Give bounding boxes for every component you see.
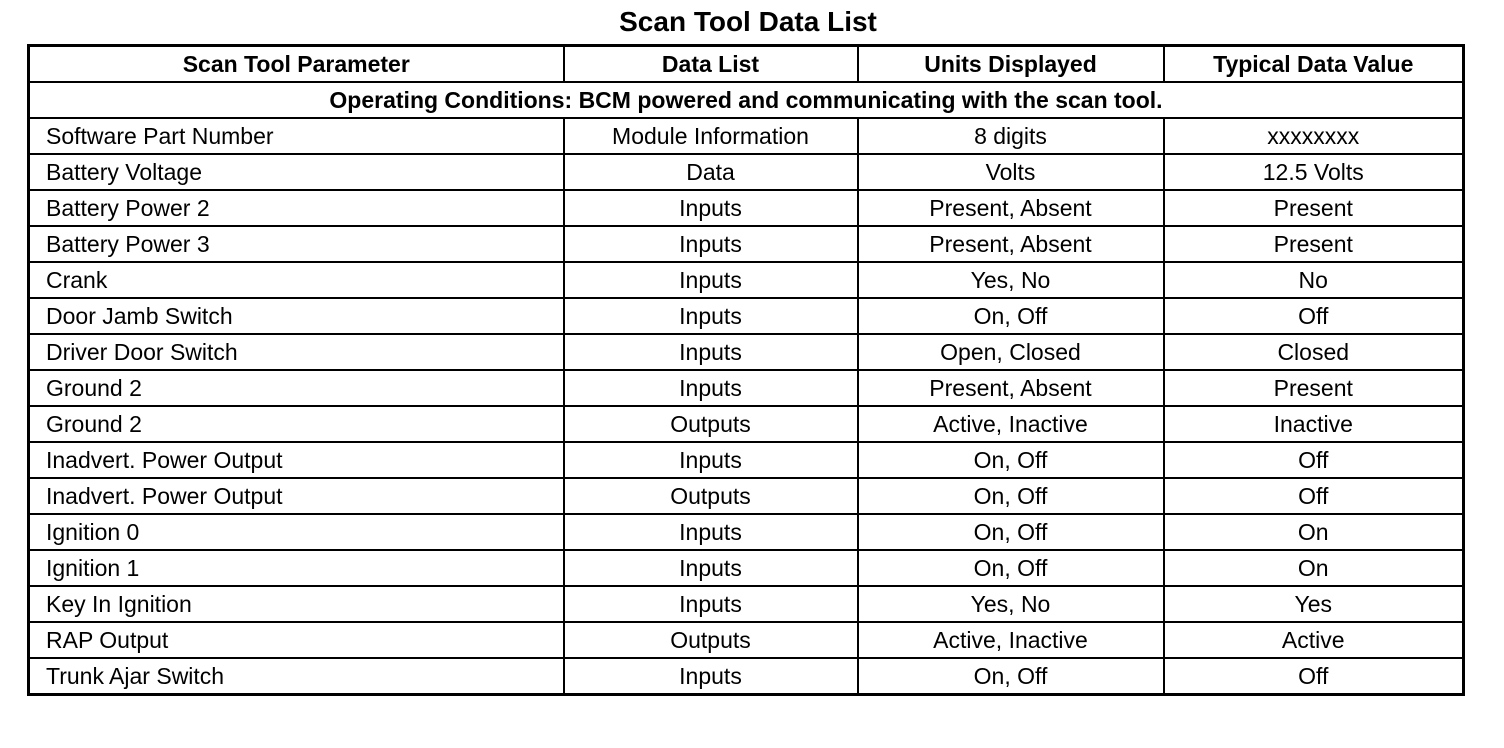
cell-units-displayed: Open, Closed: [858, 334, 1164, 370]
cell-data-list: Outputs: [564, 406, 858, 442]
cell-scan-tool-parameter: Driver Door Switch: [29, 334, 564, 370]
cell-typical-data-value: 12.5 Volts: [1164, 154, 1464, 190]
cell-units-displayed: Yes, No: [858, 586, 1164, 622]
header-typical-data-value: Typical Data Value: [1164, 46, 1464, 83]
cell-data-list: Inputs: [564, 226, 858, 262]
cell-scan-tool-parameter: Trunk Ajar Switch: [29, 658, 564, 695]
cell-typical-data-value: Off: [1164, 478, 1464, 514]
cell-typical-data-value: xxxxxxxx: [1164, 118, 1464, 154]
table-row: [29, 514, 1464, 550]
header-units-displayed: Units Displayed: [858, 46, 1164, 83]
cell-typical-data-value: On: [1164, 514, 1464, 550]
cell-units-displayed: Yes, No: [858, 262, 1164, 298]
scan-tool-data-table: [27, 44, 1465, 696]
table-row: [29, 586, 1464, 622]
table-row: [29, 550, 1464, 586]
cell-data-list: Outputs: [564, 478, 858, 514]
cell-units-displayed: Active, Inactive: [858, 406, 1164, 442]
operating-conditions-text: Operating Conditions: BCM powered and communicating with the scan tool.: [29, 82, 1464, 118]
cell-units-displayed: On, Off: [858, 298, 1164, 334]
cell-units-displayed: On, Off: [858, 658, 1164, 695]
table-row: [29, 334, 1464, 370]
table-row: [29, 190, 1464, 226]
cell-scan-tool-parameter: Inadvert. Power Output: [29, 442, 564, 478]
table-row: [29, 226, 1464, 262]
header-data-list: Data List: [564, 46, 858, 83]
cell-scan-tool-parameter: Inadvert. Power Output: [29, 478, 564, 514]
cell-typical-data-value: Closed: [1164, 334, 1464, 370]
cell-scan-tool-parameter: Key In Ignition: [29, 586, 564, 622]
cell-typical-data-value: Present: [1164, 226, 1464, 262]
cell-data-list: Inputs: [564, 334, 858, 370]
document-title: Scan Tool Data List: [619, 6, 877, 37]
cell-typical-data-value: Yes: [1164, 586, 1464, 622]
table-row: [29, 442, 1464, 478]
operating-conditions-row: [29, 82, 1464, 118]
cell-scan-tool-parameter: RAP Output: [29, 622, 564, 658]
cell-data-list: Inputs: [564, 658, 858, 695]
cell-data-list: Inputs: [564, 442, 858, 478]
cell-scan-tool-parameter: Ground 2: [29, 370, 564, 406]
cell-units-displayed: Volts: [858, 154, 1164, 190]
cell-scan-tool-parameter: Battery Power 3: [29, 226, 564, 262]
cell-units-displayed: 8 digits: [858, 118, 1164, 154]
cell-scan-tool-parameter: Battery Voltage: [29, 154, 564, 190]
cell-units-displayed: On, Off: [858, 478, 1164, 514]
cell-scan-tool-parameter: Door Jamb Switch: [29, 298, 564, 334]
table-row: [29, 406, 1464, 442]
table-row: [29, 370, 1464, 406]
cell-typical-data-value: Present: [1164, 370, 1464, 406]
cell-data-list: Inputs: [564, 370, 858, 406]
cell-typical-data-value: Off: [1164, 298, 1464, 334]
cell-units-displayed: On, Off: [858, 514, 1164, 550]
cell-typical-data-value: Inactive: [1164, 406, 1464, 442]
table-row: [29, 658, 1464, 695]
table-row: [29, 262, 1464, 298]
table-row: [29, 622, 1464, 658]
cell-data-list: Data: [564, 154, 858, 190]
cell-typical-data-value: Present: [1164, 190, 1464, 226]
cell-scan-tool-parameter: Software Part Number: [29, 118, 564, 154]
cell-data-list: Inputs: [564, 586, 858, 622]
cell-typical-data-value: Off: [1164, 442, 1464, 478]
cell-scan-tool-parameter: Ignition 1: [29, 550, 564, 586]
cell-units-displayed: Present, Absent: [858, 226, 1164, 262]
cell-typical-data-value: Off: [1164, 658, 1464, 695]
table-row: [29, 118, 1464, 154]
cell-data-list: Inputs: [564, 550, 858, 586]
cell-data-list: Module Information: [564, 118, 858, 154]
cell-units-displayed: Present, Absent: [858, 370, 1164, 406]
table-row: [29, 298, 1464, 334]
cell-data-list: Inputs: [564, 514, 858, 550]
table-row: [29, 478, 1464, 514]
cell-scan-tool-parameter: Crank: [29, 262, 564, 298]
cell-units-displayed: On, Off: [858, 442, 1164, 478]
cell-typical-data-value: Active: [1164, 622, 1464, 658]
table-row: [29, 154, 1464, 190]
cell-scan-tool-parameter: Battery Power 2: [29, 190, 564, 226]
cell-scan-tool-parameter: Ground 2: [29, 406, 564, 442]
cell-typical-data-value: On: [1164, 550, 1464, 586]
header-row: [29, 46, 1464, 83]
cell-units-displayed: Present, Absent: [858, 190, 1164, 226]
cell-data-list: Inputs: [564, 298, 858, 334]
cell-units-displayed: On, Off: [858, 550, 1164, 586]
cell-data-list: Inputs: [564, 190, 858, 226]
cell-data-list: Outputs: [564, 622, 858, 658]
cell-data-list: Inputs: [564, 262, 858, 298]
cell-scan-tool-parameter: Ignition 0: [29, 514, 564, 550]
cell-typical-data-value: No: [1164, 262, 1464, 298]
header-scan-tool-parameter: Scan Tool Parameter: [29, 46, 564, 83]
cell-units-displayed: Active, Inactive: [858, 622, 1164, 658]
